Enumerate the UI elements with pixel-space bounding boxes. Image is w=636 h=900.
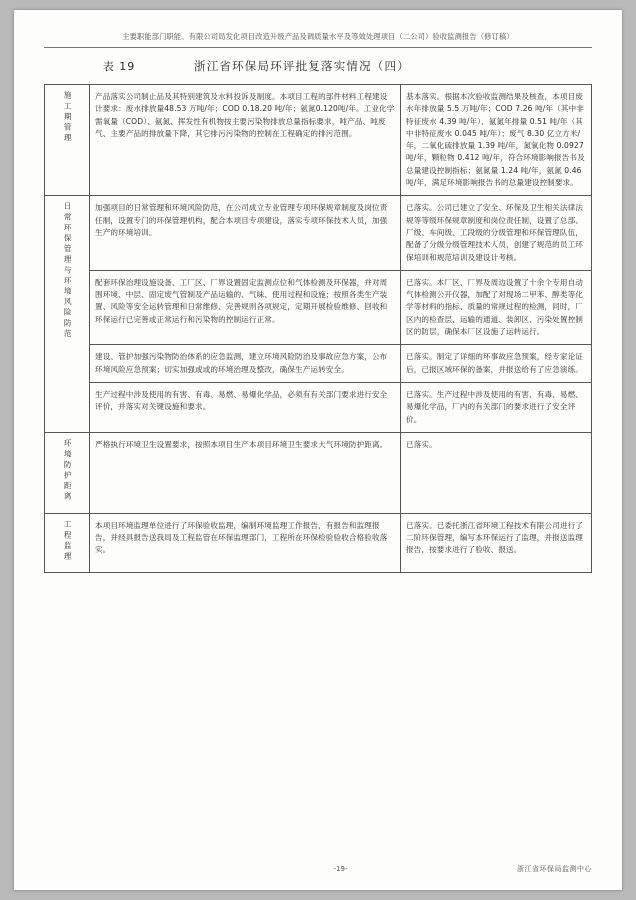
page-header: 主要职能部门职能、有限公司局发化项目改造升级产品及调质量水平及等效处理项目（二公司）验收监测报告（修订稿） (44, 32, 592, 48)
document-page (14, 10, 622, 890)
row-result: 已落实。 (401, 432, 592, 513)
table-row (45, 432, 592, 513)
table-row (45, 270, 592, 344)
row-requirement: 生产过程中涉及使用的有害、有毒、易燃、易爆化学品，必须有有关部门要求进行安全评价，并落实对关键设施和要求。 (90, 382, 401, 432)
row-requirement: 严格执行环境卫生设置要求，按照本项目生产本项目环境卫生要求大气环境防护距离。 (90, 432, 401, 513)
row-result: 基本落实。根据本次验收监测结果及核查，本项目废水年排放量 5.5 万吨/年；COD 7.26 吨/年（其中非特征废水 4.39 吨/年）、氨氮年排量 0.51 吨/年（其中非特征废水 0.045 吨/年）；废气 8.30 亿立方米/年，二氧化硫排放量 1.39 吨/年，氮氧化物 0.0927 吨/年，颗粒物 0.412 吨/年，符合环境影响报告书及总量建设控制指标；氨氮量 1.24 吨/年，氨氮 0.46 吨/年，满足环境影响报告书的总量建设控制要求。 (401, 85, 592, 196)
table-number: 表 19 (102, 60, 136, 73)
footer-organization: 浙江省环保局监测中心 (517, 865, 592, 873)
row-category: 日常环保管理与环境风险防范 (45, 196, 90, 432)
table-row (45, 513, 592, 573)
row-requirement: 配套环保治理设施设备、工厂区、厂界设置固定监测点位和气体检测及环保器，并对周围环境、中层、固定废气管制及产品运输的、气味、使用过程和设施；按照各类生产装置、风险等安全运转管理和日常维修、完善规则各项规定，定期开展检验维修、回收和环保运行已完善或正常运行和污染物的控制运行正常。 (90, 270, 401, 344)
row-result: 已落实。公司已建立了安全、环保及卫生相关法律法规等等级环保规章制度和岗位责任制，设置了总部、厂级、车间级、工段级的分级管理和环保管理队伍，配备了分级分级管理技术人员，创建了规范的员工环保培训和规范培训及建设计考核。 (401, 196, 592, 270)
table-row (45, 382, 592, 432)
table-title: 浙江省环保局环评批复落实情况（四） (194, 59, 410, 73)
row-requirement: 产品落实公司制止品及其特别建筑及水料投诉及制度。本项目工程的部件材料工程建设计要求：废水排放量48.53 万吨/年；COD 0.18.20 吨/年；氨氮0.120吨/年。工业化学需氧量（COD）、氨氮、挥发性有机物按主要污染物排放总量指标要求，吨产品、吨废气、主要产品的排放量下降，其它排污污染物的控制在工程确定的排污范围。 (90, 85, 401, 196)
compliance-table (44, 84, 592, 573)
table-row (45, 85, 592, 196)
table-row (45, 345, 592, 383)
row-requirement: 加强项目的日常管理和环境风险防范，在公司成立专业管理专项环保规章制度及岗位责任制，设置专门的环保管理机构，配合本项目专项建设，落实专项环保技术人员，加强生产的环境培训。 (90, 196, 401, 270)
row-result: 已落实。本厂区、厂界及周边设置了十余个专用自动气体检测公开仪器，加配了对现场二甲苯、醇类等化学等材料的指标、质量的常规过程的检测，同时，厂区内的检查层、运输的通道、装卸区、污染处置控制区的防层，确保本厂区设施了运转运行。 (401, 270, 592, 344)
row-category: 工程监理 (45, 513, 90, 573)
table-row (45, 196, 592, 270)
page-number: -19- (333, 865, 348, 873)
row-result: 已落实。制定了详细的环事故应急预案，经专家论证后，已报区域环保的备案，并报送给有了应急演练。 (401, 345, 592, 383)
page-footer (44, 864, 592, 874)
row-category: 环境防护距离 (45, 432, 90, 513)
row-result: 已落实。已委托浙江省环境工程技术有限公司进行了二阶环保管理，编写本环保运行了监理，并报送监理报告，按要求进行了验收、报送。 (401, 513, 592, 573)
table-caption (44, 58, 592, 74)
row-requirement: 本项目环境监理单位进行了环保验收监理，编制环境监理工作报告，有报告和监理报告，并经具报告送我局及工程监管在环保监理部门，工程所在环保检验验收合格验收落实。 (90, 513, 401, 573)
row-requirement: 建设、管护加强污染物防治体系的应急监测，建立环境风险防治及事故应急方案，公布环境风险应急预案；切实加强或或的环境治理及整改，确保生产运转安全。 (90, 345, 401, 383)
row-result: 已落实。生产过程中涉及使用的有害、有毒、易燃、易爆化学品，厂内的有关部门的要求进行了安全评价。 (401, 382, 592, 432)
row-category: 施工期管理 (45, 85, 90, 196)
